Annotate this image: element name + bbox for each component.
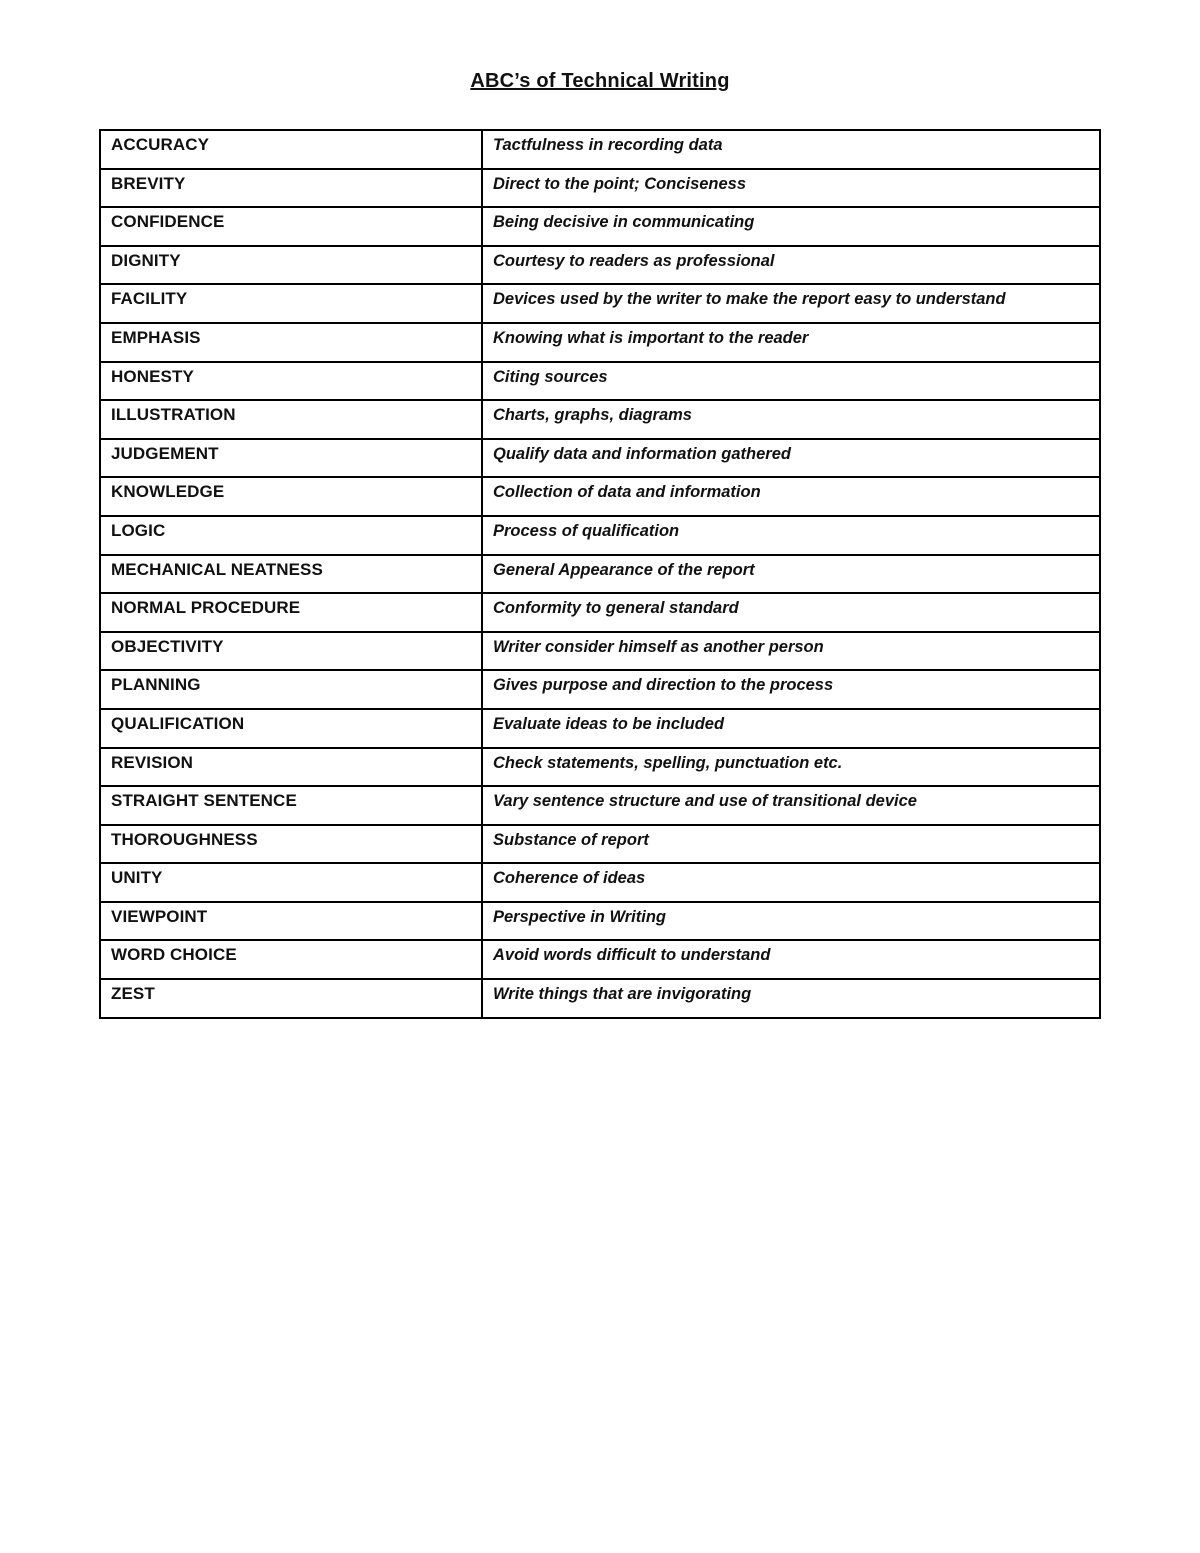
- table-row: [100, 284, 1100, 323]
- term-cell: CONFIDENCE: [100, 207, 482, 246]
- table-row: [100, 709, 1100, 748]
- table-row: [100, 670, 1100, 709]
- description-cell: Coherence of ideas: [482, 863, 1100, 902]
- table-row: [100, 555, 1100, 594]
- term-cell: FACILITY: [100, 284, 482, 323]
- description-cell: Vary sentence structure and use of transitional device: [482, 786, 1100, 825]
- description-cell: Substance of report: [482, 825, 1100, 864]
- table-row: [100, 863, 1100, 902]
- table-row: [100, 439, 1100, 478]
- description-cell: Devices used by the writer to make the report easy to understand: [482, 284, 1100, 323]
- description-cell: Collection of data and information: [482, 477, 1100, 516]
- table-row: [100, 362, 1100, 401]
- table-row: [100, 786, 1100, 825]
- table-row: [100, 169, 1100, 208]
- description-cell: Evaluate ideas to be included: [482, 709, 1100, 748]
- term-cell: KNOWLEDGE: [100, 477, 482, 516]
- description-cell: Process of qualification: [482, 516, 1100, 555]
- description-cell: Courtesy to readers as professional: [482, 246, 1100, 285]
- term-cell: STRAIGHT SENTENCE: [100, 786, 482, 825]
- term-cell: VIEWPOINT: [100, 902, 482, 941]
- term-cell: UNITY: [100, 863, 482, 902]
- page-title: ABC’s of Technical Writing: [470, 70, 730, 92]
- description-cell: Conformity to general standard: [482, 593, 1100, 632]
- term-cell: HONESTY: [100, 362, 482, 401]
- term-cell: ACCURACY: [100, 130, 482, 169]
- table-row: [100, 323, 1100, 362]
- term-cell: OBJECTIVITY: [100, 632, 482, 671]
- description-cell: General Appearance of the report: [482, 555, 1100, 594]
- term-cell: NORMAL PROCEDURE: [100, 593, 482, 632]
- description-cell: Tactfulness in recording data: [482, 130, 1100, 169]
- table-row: [100, 477, 1100, 516]
- term-cell: WORD CHOICE: [100, 940, 482, 979]
- description-cell: Gives purpose and direction to the process: [482, 670, 1100, 709]
- description-cell: Perspective in Writing: [482, 902, 1100, 941]
- description-cell: Direct to the point; Conciseness: [482, 169, 1100, 208]
- table-row: [100, 207, 1100, 246]
- table-row: [100, 940, 1100, 979]
- table-row: [100, 748, 1100, 787]
- description-cell: Being decisive in communicating: [482, 207, 1100, 246]
- description-cell: Citing sources: [482, 362, 1100, 401]
- description-cell: Avoid words difficult to understand: [482, 940, 1100, 979]
- table-row: [100, 632, 1100, 671]
- table-row: [100, 516, 1100, 555]
- table-row: [100, 246, 1100, 285]
- description-cell: Writer consider himself as another person: [482, 632, 1100, 671]
- description-cell: Write things that are invigorating: [482, 979, 1100, 1018]
- term-cell: BREVITY: [100, 169, 482, 208]
- abc-table-body: [100, 130, 1100, 1018]
- table-row: [100, 130, 1100, 169]
- term-cell: ZEST: [100, 979, 482, 1018]
- table-row: [100, 979, 1100, 1018]
- term-cell: MECHANICAL NEATNESS: [100, 555, 482, 594]
- table-row: [100, 593, 1100, 632]
- term-cell: QUALIFICATION: [100, 709, 482, 748]
- term-cell: ILLUSTRATION: [100, 400, 482, 439]
- term-cell: EMPHASIS: [100, 323, 482, 362]
- term-cell: DIGNITY: [100, 246, 482, 285]
- table-row: [100, 902, 1100, 941]
- description-cell: Check statements, spelling, punctuation etc.: [482, 748, 1100, 787]
- term-cell: JUDGEMENT: [100, 439, 482, 478]
- term-cell: THOROUGHNESS: [100, 825, 482, 864]
- term-cell: REVISION: [100, 748, 482, 787]
- table-row: [100, 400, 1100, 439]
- description-cell: Knowing what is important to the reader: [482, 323, 1100, 362]
- abc-table: [99, 129, 1101, 1019]
- description-cell: Qualify data and information gathered: [482, 439, 1100, 478]
- term-cell: LOGIC: [100, 516, 482, 555]
- description-cell: Charts, graphs, diagrams: [482, 400, 1100, 439]
- table-row: [100, 825, 1100, 864]
- term-cell: PLANNING: [100, 670, 482, 709]
